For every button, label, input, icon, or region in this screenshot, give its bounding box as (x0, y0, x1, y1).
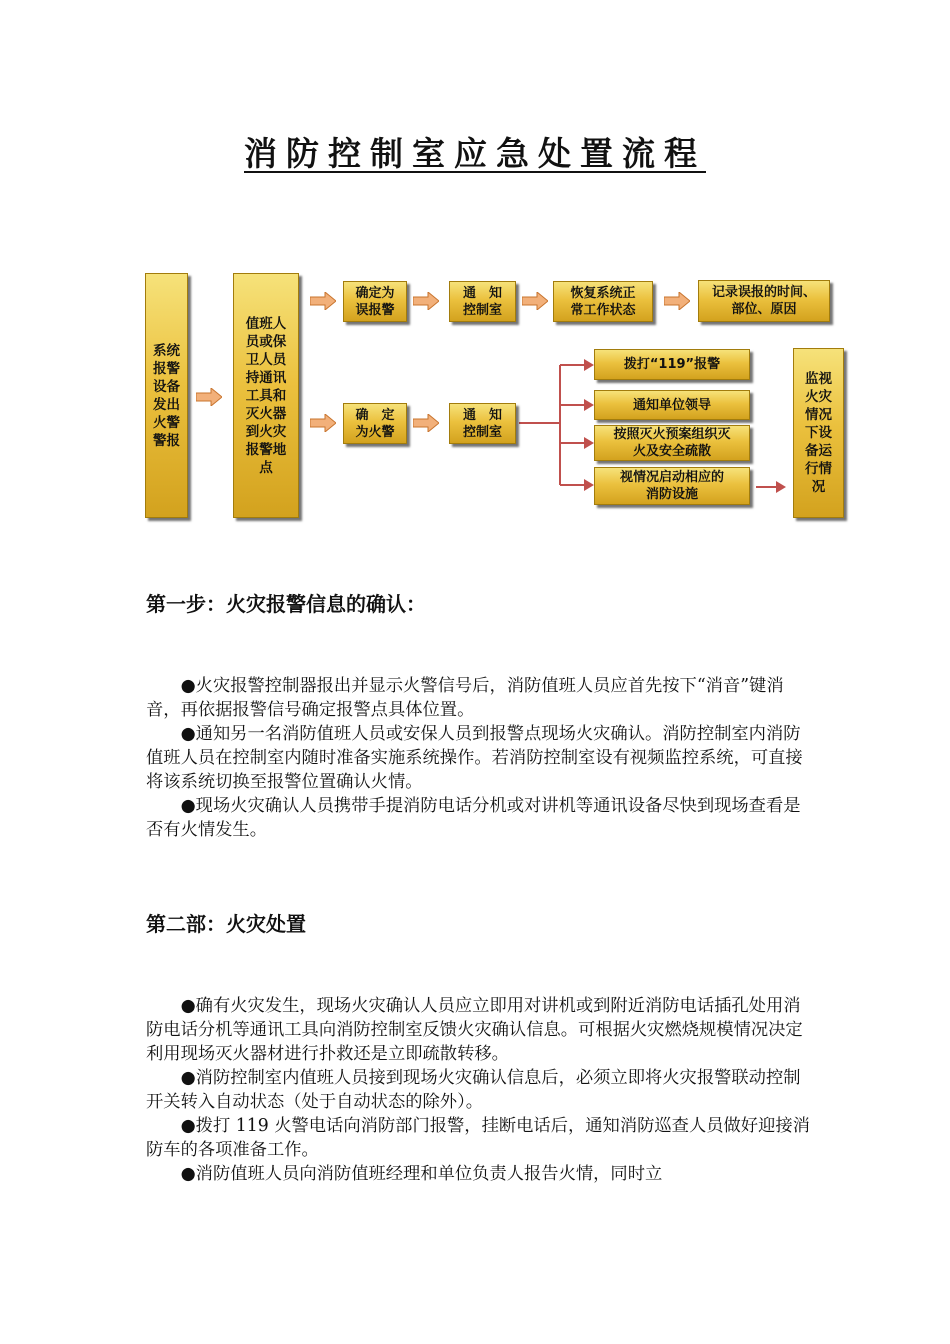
step1-paragraph: ●现场火灾确认人员携带手提消防电话分机或对讲机等通讯设备尽快到现场查看是否有火情发生。 (146, 796, 801, 840)
step1-paragraph: ●通知另一名消防值班人员或安保人员到报警点现场火灾确认。消防控制室内消防值班人员在控制室内随时准备实施系统操作。若消防控制室设有视频监控系统，可直接将该系统切换至报警位置确认火情。 (146, 724, 803, 792)
page-title: 消防控制室应急处置流程 (244, 134, 706, 173)
step2-body (146, 994, 810, 1186)
step1-heading: 第一步：火灾报警信息的确认： (146, 592, 426, 616)
on-site-check-box: 值班人员或保卫人员持通讯工具和灭火器到火灾报警地点 (233, 273, 299, 518)
fire-notify-box: 通 知 控制室 (449, 403, 516, 444)
step2-paragraph: ●确有火灾发生，现场火灾确认人员应立即用对讲机或到附近消防电话插孔处用消防电话分机等通讯工具向消防控制室反馈火灾确认信息。可根据火灾燃烧规模情况决定利用现场灭火器材进行扑救还是立即疏散转移。 (146, 996, 803, 1064)
step1-body (146, 674, 810, 842)
arrow-right-icon (310, 292, 336, 310)
step2-paragraph: ●消防控制室内值班人员接到现场火灾确认信息后，必须立即将火灾报警联动控制开关转入自动状态（处于自动状态的除外）。 (146, 1068, 801, 1112)
arrow-right-icon (664, 292, 690, 310)
arrow-right-icon (413, 414, 439, 432)
false-alarm-notify-box: 通 知 控制室 (449, 281, 516, 322)
step2-paragraph: ●拨打 119 火警电话向消防部门报警，挂断电话后，通知消防巡查人员做好迎接消防车的各项准备工作。 (146, 1116, 810, 1160)
action-evacuate-box: 按照灭火预案组织灭 火及安全疏散 (594, 425, 750, 461)
arrow-right-icon (196, 388, 222, 406)
step1-paragraph: ●火灾报警控制器报出并显示火警信号后，消防值班人员应首先按下“消音”键消音，再依据报警信号确定报警点具体位置。 (146, 676, 784, 720)
step2-heading: 第二部：火灾处置 (146, 912, 306, 936)
step2-paragraph: ●消防值班人员向消防值班经理和单位负责人报告火情，同时立 (180, 1164, 663, 1184)
arrow-right-icon (310, 414, 336, 432)
arrow-right-icon (413, 292, 439, 310)
restore-system-box: 恢复系统正 常工作状态 (553, 281, 653, 322)
alarm-start-box: 系统报警设备发出火警警报 (145, 273, 188, 518)
false-alarm-confirm-box: 确定为 误报警 (343, 281, 407, 322)
action-notify-leader-box: 通知单位领导 (594, 390, 750, 420)
action-call-119-box: 拨打“119”报警 (594, 349, 750, 380)
action-start-facilities-box: 视情况启动相应的 消防设施 (594, 467, 750, 505)
arrow-right-icon (522, 292, 548, 310)
monitor-equipment-box: 监视火灾情况下设备运行情况 (793, 348, 844, 518)
fire-confirm-box: 确 定 为火警 (343, 403, 407, 444)
record-false-alarm-box: 记录误报的时间、 部位、原因 (698, 280, 830, 322)
